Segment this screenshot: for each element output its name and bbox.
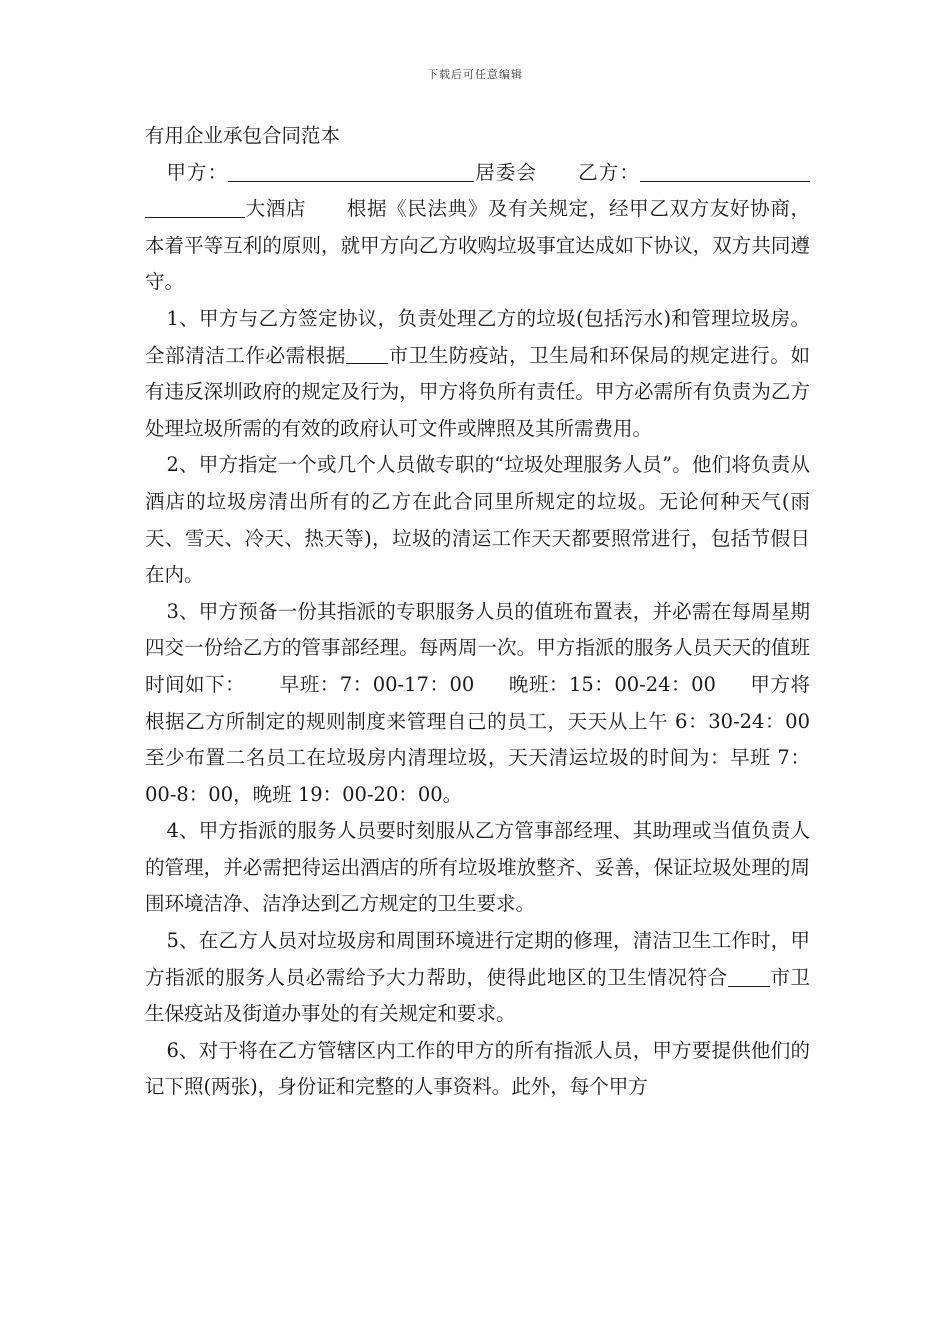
document-body (145, 118, 810, 1106)
party-a-suffix: 居委会 (474, 160, 538, 184)
clause-6: 6、对于将在乙方管辖区内工作的甲方的所有指派人员，甲方要提供他们的记下照(两张)，身份证和完整的人事资料。此外，每个甲方 (145, 1038, 810, 1099)
clause-2: 2、甲方指定一个或几个人员做专职的“垃圾处理服务人员”。他们将负责从酒店的垃圾房清出所有的乙方在此合同里所规定的垃圾。无论何种天气(雨天、雪天、冷天、热天等)，垃圾的清运工作天天都要照常进行，包括节假日在内。 (145, 453, 810, 587)
clause-5 (145, 923, 810, 1033)
page-header: 下载后可任意编辑 (427, 68, 523, 81)
clause-3-text-a: 3、甲方预备一份其指派的专职服务人员的值班布置表，并必需在每周星期四交一份给乙方的管事部经理。每两周一次。甲方指派的服务人员天天的值班时间如下： (145, 599, 810, 696)
clause-5-blank (728, 964, 770, 986)
document-title: 有用企业承包合同范本 (145, 124, 341, 147)
parties-paragraph (145, 155, 810, 301)
party-b-label: 乙方： (577, 160, 640, 184)
party-a-label: 甲方： (166, 160, 229, 184)
party-b-suffix: 大酒店 (245, 197, 307, 221)
clause-3-text-d: 甲方将根据乙方所制定的规则制度来管理自己的员工，天天从上午 6：30-24：00 至少布置二名员工在垃圾房内清理垃圾，天天清运垃圾的时间为：早班 7：00-8：00，晚班 19：00-20：00。 (145, 672, 810, 806)
clause-1-text-b: 市卫生防疫站，卫生局和环保局的规定进行。如有违反深圳政府的规定及行为，甲方将负所有责任。甲方必需所有负责为乙方处理垃圾所需的有效的政府认可文件或牌照及其所需费用。 (145, 343, 810, 440)
clause-3-evening-shift: 晚班：15：00-24：00 (508, 672, 716, 696)
clause-1-text-a: 1、甲方与乙方签定协议，负责处理乙方的垃圾(包括污水)和管理垃圾房。全部清洁工作必需根据 (145, 306, 810, 367)
clause-3-morning-shift: 早班：7：00-17：00 (279, 672, 475, 696)
clause-5-text-a: 5、在乙方人员对垃圾房和周围环境进行定期的修理，清洁卫生工作时，甲方指派的服务人员必需给予大力帮助，使得此地区的卫生情况符合 (145, 929, 810, 989)
clause-1 (145, 301, 810, 447)
clause-4: 4、甲方指派的服务人员要时刻服从乙方管事部经理、其助理或当值负责人的管理，并必需把待运出酒店的所有垃圾堆放整齐、妥善，保证垃圾处理的周围环境洁净、洁净达到乙方规定的卫生要求。 (145, 819, 810, 916)
party-b-blank (640, 159, 810, 181)
clause-5-text-b: 市卫生保疫站及街道办事处的有关规定和要求。 (145, 965, 810, 1026)
clause-3 (145, 594, 810, 814)
party-b-blank-continued (145, 196, 245, 218)
clause-1-blank (346, 342, 388, 364)
party-a-blank (228, 159, 474, 181)
intro-text: 根据《民法典》及有关规定，经甲乙双方友好协商，本着平等互利的原则，就甲方向乙方收购垃圾事宜达成如下协议，双方共同遵守。 (145, 197, 810, 294)
